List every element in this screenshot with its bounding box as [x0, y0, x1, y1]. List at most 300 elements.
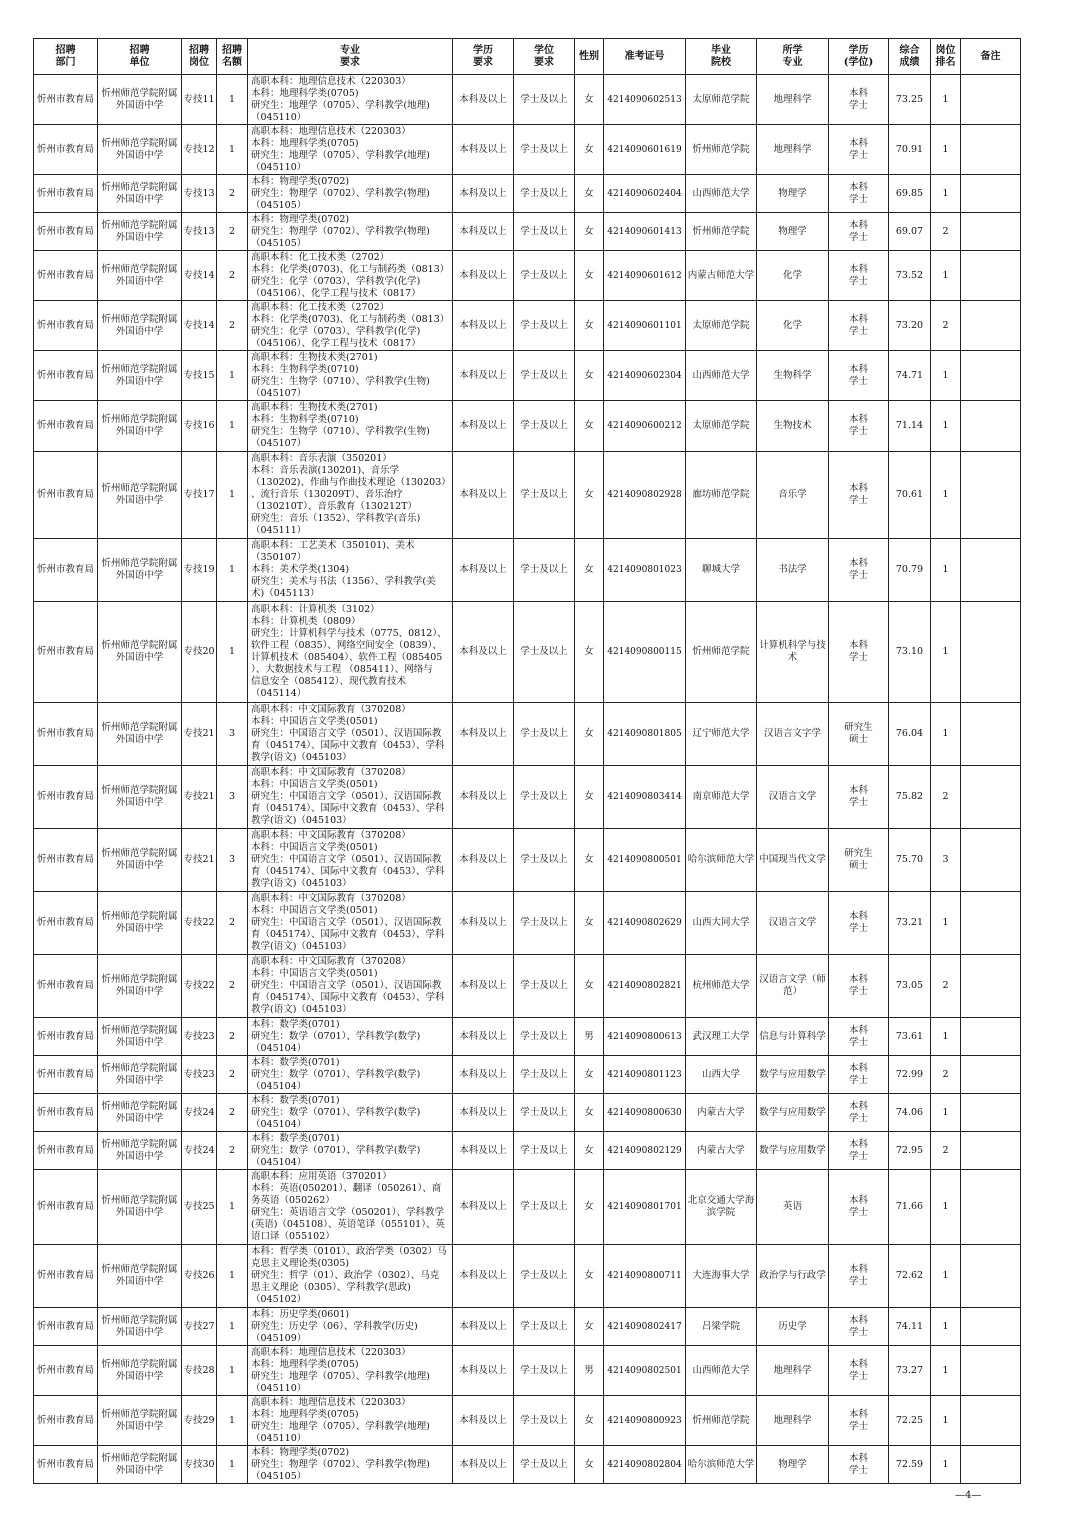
- education-cell: 本科及以上: [453, 766, 514, 829]
- level-cell: 本科 学士: [829, 539, 889, 602]
- education-cell: 本科及以上: [453, 1245, 514, 1308]
- score-cell: 74.11: [889, 1308, 931, 1346]
- ticket-number-cell: 4214090801805: [604, 703, 686, 766]
- dept-cell: 忻州市教育局: [34, 1094, 98, 1132]
- school-cell: 太原师范学院: [686, 401, 757, 452]
- unit-cell: 忻州师范学院附属外国语中学: [98, 1308, 182, 1346]
- requirement-cell: 高职本科：中文国际教育（370208） 本科：中国语言文学类(0501) 研究生：中国语言文学（0501）、汉语国际教 育（045174）、国际中文教育（0453）、学科 教学(语文)（045103）: [248, 766, 453, 829]
- requirement-cell: 本科：数学类(0701) 研究生：数学（0701）、学科教学(数学) （045104）: [248, 1018, 453, 1056]
- note-cell: [961, 1396, 1021, 1446]
- sex-cell: 女: [575, 1170, 604, 1245]
- quota-cell: 1: [217, 602, 248, 703]
- requirement-cell: 本科：历史学类(0601) 研究生：历史学（06）、学科教学(历史) （045109）: [248, 1308, 453, 1346]
- score-cell: 72.59: [889, 1446, 931, 1484]
- table-row: [34, 1396, 1021, 1446]
- score-cell: 73.52: [889, 251, 931, 301]
- unit-cell: 忻州师范学院附属外国语中学: [98, 452, 182, 539]
- rank-cell: 2: [931, 1132, 961, 1170]
- note-cell: [961, 703, 1021, 766]
- score-cell: 75.70: [889, 829, 931, 892]
- major-cell: 地理科学: [757, 1346, 829, 1396]
- dept-cell: 忻州市教育局: [34, 1346, 98, 1396]
- note-cell: [961, 1170, 1021, 1245]
- requirement-cell: 高职本科：中文国际教育（370208） 本科：中国语言文学类(0501) 研究生：中国语言文学（0501）、汉语国际教 育（045174）、国际中文教育（0453）、学科 教学(语文)（045103）: [248, 955, 453, 1018]
- quota-cell: 2: [217, 1018, 248, 1056]
- dept-cell: 忻州市教育局: [34, 829, 98, 892]
- table-body: [34, 75, 1021, 1484]
- post-cell: 专技26: [182, 1245, 217, 1308]
- degree-cell: 学士及以上: [514, 1308, 575, 1346]
- score-cell: 75.82: [889, 766, 931, 829]
- degree-cell: 学士及以上: [514, 1132, 575, 1170]
- post-cell: 专技29: [182, 1396, 217, 1446]
- score-cell: 72.62: [889, 1245, 931, 1308]
- rank-cell: 1: [931, 1245, 961, 1308]
- unit-cell: 忻州师范学院附属外国语中学: [98, 602, 182, 703]
- quota-cell: 2: [217, 892, 248, 955]
- dept-cell: 忻州市教育局: [34, 1245, 98, 1308]
- post-cell: 专技21: [182, 766, 217, 829]
- ticket-number-cell: 4214090802417: [604, 1308, 686, 1346]
- dept-cell: 忻州市教育局: [34, 75, 98, 125]
- table-row: [34, 955, 1021, 1018]
- major-cell: 历史学: [757, 1308, 829, 1346]
- ticket-number-cell: 4214090601101: [604, 301, 686, 351]
- note-cell: [961, 125, 1021, 175]
- note-cell: [961, 1018, 1021, 1056]
- major-cell: 英语: [757, 1170, 829, 1245]
- post-cell: 专技17: [182, 452, 217, 539]
- post-cell: 专技24: [182, 1132, 217, 1170]
- quota-cell: 1: [217, 401, 248, 452]
- dept-cell: 忻州市教育局: [34, 539, 98, 602]
- post-cell: 专技14: [182, 251, 217, 301]
- post-cell: 专技24: [182, 1094, 217, 1132]
- ticket-number-cell: 4214090803414: [604, 766, 686, 829]
- requirement-cell: 高职本科：生物技术类(2701) 本科：生物科学类(0710) 研究生：生物学（0710）、学科教学(生物) （045107）: [248, 351, 453, 401]
- major-cell: 生物科学: [757, 351, 829, 401]
- sex-cell: 女: [575, 75, 604, 125]
- major-cell: 书法学: [757, 539, 829, 602]
- school-cell: 内蒙古师范大学: [686, 251, 757, 301]
- column-header: 准考证号: [604, 39, 686, 75]
- education-cell: 本科及以上: [453, 452, 514, 539]
- school-cell: 杭州师范大学: [686, 955, 757, 1018]
- sex-cell: 女: [575, 892, 604, 955]
- requirement-cell: 高职本科：计算机类（3102） 本科：计算机类（0809） 研究生：计算机科学与技术（0775、0812）、 软件工程（0835）、网络空间安全（0839）、 计算机技术（085404）、软件工程（085405 ）、大数据技术与工程 （085411）、网络与 信息安全（085412）、现代教育技术 （045114）: [248, 602, 453, 703]
- school-cell: 山西师范大学: [686, 1346, 757, 1396]
- major-cell: 中国现当代文学: [757, 829, 829, 892]
- ticket-number-cell: 4214090802129: [604, 1132, 686, 1170]
- sex-cell: 女: [575, 213, 604, 251]
- quota-cell: 1: [217, 539, 248, 602]
- column-header: 招聘 部门: [34, 39, 98, 75]
- degree-cell: 学士及以上: [514, 829, 575, 892]
- table-row: [34, 401, 1021, 452]
- note-cell: [961, 1346, 1021, 1396]
- major-cell: 信息与计算科学: [757, 1018, 829, 1056]
- unit-cell: 忻州师范学院附属外国语中学: [98, 1346, 182, 1396]
- sex-cell: 女: [575, 1446, 604, 1484]
- level-cell: 本科 学士: [829, 766, 889, 829]
- rank-cell: 1: [931, 892, 961, 955]
- table-row: [34, 351, 1021, 401]
- table-row: [34, 829, 1021, 892]
- note-cell: [961, 1308, 1021, 1346]
- school-cell: 忻州师范学院: [686, 602, 757, 703]
- school-cell: 廊坊师范学院: [686, 452, 757, 539]
- unit-cell: 忻州师范学院附属外国语中学: [98, 213, 182, 251]
- ticket-number-cell: 4214090601619: [604, 125, 686, 175]
- rank-cell: 1: [931, 703, 961, 766]
- level-cell: 本科 学士: [829, 1056, 889, 1094]
- major-cell: 汉语言文学: [757, 766, 829, 829]
- quota-cell: 1: [217, 1245, 248, 1308]
- sex-cell: 女: [575, 175, 604, 213]
- dept-cell: 忻州市教育局: [34, 125, 98, 175]
- rank-cell: 1: [931, 1018, 961, 1056]
- degree-cell: 学士及以上: [514, 1018, 575, 1056]
- unit-cell: 忻州师范学院附属外国语中学: [98, 1132, 182, 1170]
- score-cell: 73.27: [889, 1346, 931, 1396]
- major-cell: 汉语言文学: [757, 892, 829, 955]
- column-header: 备注: [961, 39, 1021, 75]
- education-cell: 本科及以上: [453, 1094, 514, 1132]
- table-row: [34, 1170, 1021, 1245]
- major-cell: 地理科学: [757, 125, 829, 175]
- education-cell: 本科及以上: [453, 175, 514, 213]
- level-cell: 本科 学士: [829, 301, 889, 351]
- sex-cell: 女: [575, 1308, 604, 1346]
- rank-cell: 1: [931, 125, 961, 175]
- table-row: [34, 75, 1021, 125]
- level-cell: 本科 学士: [829, 892, 889, 955]
- sex-cell: 女: [575, 1396, 604, 1446]
- rank-cell: 1: [931, 539, 961, 602]
- quota-cell: 3: [217, 703, 248, 766]
- requirement-cell: 本科：哲学类（0101）、政治学类（0302）马 克思主义理论类(0305) 研究生：哲学（01）、政治学（0302）、马克 思主义理论（0305）、学科教学(思政) （045102）: [248, 1245, 453, 1308]
- ticket-number-cell: 4214090801123: [604, 1056, 686, 1094]
- school-cell: 武汉理工大学: [686, 1018, 757, 1056]
- requirement-cell: 高职本科：地理信息技术（220303） 本科：地理科学类(0705) 研究生：地理学（0705）、学科教学(地理) （045110）: [248, 125, 453, 175]
- note-cell: [961, 539, 1021, 602]
- school-cell: 忻州师范学院: [686, 213, 757, 251]
- sex-cell: 女: [575, 1132, 604, 1170]
- level-cell: 本科 学士: [829, 1346, 889, 1396]
- rank-cell: 1: [931, 1308, 961, 1346]
- rank-cell: 1: [931, 251, 961, 301]
- rank-cell: 2: [931, 301, 961, 351]
- quota-cell: 2: [217, 175, 248, 213]
- dept-cell: 忻州市教育局: [34, 602, 98, 703]
- unit-cell: 忻州师范学院附属外国语中学: [98, 1446, 182, 1484]
- table-row: [34, 892, 1021, 955]
- school-cell: 哈尔滨师范大学: [686, 829, 757, 892]
- sex-cell: 女: [575, 955, 604, 1018]
- rank-cell: 3: [931, 829, 961, 892]
- quota-cell: 2: [217, 1056, 248, 1094]
- note-cell: [961, 175, 1021, 213]
- ticket-number-cell: 4214090801023: [604, 539, 686, 602]
- rank-cell: 2: [931, 213, 961, 251]
- major-cell: 数学与应用数学: [757, 1132, 829, 1170]
- score-cell: 73.61: [889, 1018, 931, 1056]
- dept-cell: 忻州市教育局: [34, 175, 98, 213]
- note-cell: [961, 75, 1021, 125]
- unit-cell: 忻州师范学院附属外国语中学: [98, 301, 182, 351]
- score-cell: 71.66: [889, 1170, 931, 1245]
- dept-cell: 忻州市教育局: [34, 351, 98, 401]
- note-cell: [961, 401, 1021, 452]
- level-cell: 本科 学士: [829, 213, 889, 251]
- unit-cell: 忻州师范学院附属外国语中学: [98, 251, 182, 301]
- sex-cell: 女: [575, 602, 604, 703]
- level-cell: 本科 学士: [829, 1396, 889, 1446]
- level-cell: 本科 学士: [829, 175, 889, 213]
- sex-cell: 男: [575, 1018, 604, 1056]
- level-cell: 本科 学士: [829, 1245, 889, 1308]
- sex-cell: 女: [575, 401, 604, 452]
- ticket-number-cell: 4214090800115: [604, 602, 686, 703]
- major-cell: 政治学与行政学: [757, 1245, 829, 1308]
- major-cell: 生物技术: [757, 401, 829, 452]
- note-cell: [961, 251, 1021, 301]
- quota-cell: 1: [217, 75, 248, 125]
- education-cell: 本科及以上: [453, 892, 514, 955]
- score-cell: 72.99: [889, 1056, 931, 1094]
- quota-cell: 1: [217, 452, 248, 539]
- sex-cell: 女: [575, 1094, 604, 1132]
- unit-cell: 忻州师范学院附属外国语中学: [98, 1170, 182, 1245]
- degree-cell: 学士及以上: [514, 1396, 575, 1446]
- education-cell: 本科及以上: [453, 829, 514, 892]
- post-cell: 专技13: [182, 175, 217, 213]
- dept-cell: 忻州市教育局: [34, 401, 98, 452]
- column-header: 招聘 名额: [217, 39, 248, 75]
- column-header: 学历 (学位): [829, 39, 889, 75]
- level-cell: 本科 学士: [829, 1018, 889, 1056]
- post-cell: 专技16: [182, 401, 217, 452]
- unit-cell: 忻州师范学院附属外国语中学: [98, 401, 182, 452]
- sex-cell: 男: [575, 1346, 604, 1396]
- sex-cell: 女: [575, 829, 604, 892]
- dept-cell: 忻州市教育局: [34, 452, 98, 539]
- major-cell: 化学: [757, 301, 829, 351]
- rank-cell: 2: [931, 766, 961, 829]
- ticket-number-cell: 4214090802501: [604, 1346, 686, 1396]
- post-cell: 专技13: [182, 213, 217, 251]
- school-cell: 聊城大学: [686, 539, 757, 602]
- post-cell: 专技28: [182, 1346, 217, 1396]
- column-header: 学位 要求: [514, 39, 575, 75]
- level-cell: 本科 学士: [829, 351, 889, 401]
- unit-cell: 忻州师范学院附属外国语中学: [98, 829, 182, 892]
- education-cell: 本科及以上: [453, 1056, 514, 1094]
- degree-cell: 学士及以上: [514, 1056, 575, 1094]
- education-cell: 本科及以上: [453, 1446, 514, 1484]
- post-cell: 专技22: [182, 892, 217, 955]
- unit-cell: 忻州师范学院附属外国语中学: [98, 75, 182, 125]
- quota-cell: 3: [217, 829, 248, 892]
- level-cell: 本科 学士: [829, 1132, 889, 1170]
- sex-cell: 女: [575, 766, 604, 829]
- score-cell: 74.71: [889, 351, 931, 401]
- education-cell: 本科及以上: [453, 1132, 514, 1170]
- level-cell: 本科 学士: [829, 1094, 889, 1132]
- ticket-number-cell: 4214090800613: [604, 1018, 686, 1056]
- major-cell: 数学与应用数学: [757, 1094, 829, 1132]
- degree-cell: 学士及以上: [514, 75, 575, 125]
- score-cell: 70.61: [889, 452, 931, 539]
- dept-cell: 忻州市教育局: [34, 1056, 98, 1094]
- school-cell: 北京交通大学海滨学院: [686, 1170, 757, 1245]
- school-cell: 辽宁师范大学: [686, 703, 757, 766]
- ticket-number-cell: 4214090802928: [604, 452, 686, 539]
- dept-cell: 忻州市教育局: [34, 1396, 98, 1446]
- post-cell: 专技15: [182, 351, 217, 401]
- major-cell: 汉语言文学（师范）: [757, 955, 829, 1018]
- table-row: [34, 1245, 1021, 1308]
- requirement-cell: 高职本科：地理信息技术（220303） 本科：地理科学类(0705) 研究生：地理学（0705）、学科教学(地理) （045110）: [248, 1346, 453, 1396]
- level-cell: 本科 学士: [829, 1170, 889, 1245]
- rank-cell: 1: [931, 1094, 961, 1132]
- unit-cell: 忻州师范学院附属外国语中学: [98, 892, 182, 955]
- note-cell: [961, 829, 1021, 892]
- school-cell: 太原师范学院: [686, 75, 757, 125]
- post-cell: 专技25: [182, 1170, 217, 1245]
- column-header: 招聘 单位: [98, 39, 182, 75]
- degree-cell: 学士及以上: [514, 175, 575, 213]
- education-cell: 本科及以上: [453, 401, 514, 452]
- rank-cell: 1: [931, 1446, 961, 1484]
- quota-cell: 2: [217, 301, 248, 351]
- score-cell: 73.25: [889, 75, 931, 125]
- unit-cell: 忻州师范学院附属外国语中学: [98, 1056, 182, 1094]
- table-row: [34, 175, 1021, 213]
- unit-cell: 忻州师范学院附属外国语中学: [98, 1396, 182, 1446]
- requirement-cell: 高职本科：中文国际教育（370208） 本科：中国语言文学类(0501) 研究生：中国语言文学（0501）、汉语国际教 育（045174）、国际中文教育（0453）、学科 教学(语文)（045103）: [248, 703, 453, 766]
- rank-cell: 1: [931, 401, 961, 452]
- note-cell: [961, 1132, 1021, 1170]
- table-row: [34, 1018, 1021, 1056]
- degree-cell: 学士及以上: [514, 1245, 575, 1308]
- unit-cell: 忻州师范学院附属外国语中学: [98, 1245, 182, 1308]
- post-cell: 专技23: [182, 1056, 217, 1094]
- table-row: [34, 125, 1021, 175]
- dept-cell: 忻州市教育局: [34, 1308, 98, 1346]
- ticket-number-cell: 4214090601413: [604, 213, 686, 251]
- degree-cell: 学士及以上: [514, 401, 575, 452]
- rank-cell: 1: [931, 602, 961, 703]
- ticket-number-cell: 4214090802629: [604, 892, 686, 955]
- level-cell: 本科 学士: [829, 1308, 889, 1346]
- requirement-cell: 本科：物理学类(0702) 研究生：物理学（0702）、学科教学(物理) （045105）: [248, 175, 453, 213]
- level-cell: 本科 学士: [829, 452, 889, 539]
- degree-cell: 学士及以上: [514, 892, 575, 955]
- requirement-cell: 高职本科：生物技术类(2701) 本科：生物科学类(0710) 研究生：生物学（0710）、学科教学(生物) （045107）: [248, 401, 453, 452]
- level-cell: 研究生 硕士: [829, 703, 889, 766]
- score-cell: 72.95: [889, 1132, 931, 1170]
- table-row: [34, 766, 1021, 829]
- dept-cell: 忻州市教育局: [34, 703, 98, 766]
- table-row: [34, 213, 1021, 251]
- education-cell: 本科及以上: [453, 703, 514, 766]
- requirement-cell: 高职本科：音乐表演（350201） 本科：音乐表演(130201)、音乐学 （130202)、作曲与作曲技术理论（130203） 、流行音乐（130209T）、音乐治疗 （130210T）、音乐教育（130212T） 研究生：音乐（1352）、学科教学(音乐) （045111）: [248, 452, 453, 539]
- score-cell: 73.10: [889, 602, 931, 703]
- degree-cell: 学士及以上: [514, 125, 575, 175]
- post-cell: 专技19: [182, 539, 217, 602]
- ticket-number-cell: 4214090800630: [604, 1094, 686, 1132]
- ticket-number-cell: 4214090800923: [604, 1396, 686, 1446]
- unit-cell: 忻州师范学院附属外国语中学: [98, 539, 182, 602]
- school-cell: 忻州师范学院: [686, 1396, 757, 1446]
- note-cell: [961, 351, 1021, 401]
- unit-cell: 忻州师范学院附属外国语中学: [98, 175, 182, 213]
- dept-cell: 忻州市教育局: [34, 955, 98, 1018]
- quota-cell: 1: [217, 1170, 248, 1245]
- requirement-cell: 本科：物理学类(0702) 研究生：物理学（0702）、学科教学(物理) （045105）: [248, 213, 453, 251]
- degree-cell: 学士及以上: [514, 301, 575, 351]
- ticket-number-cell: 4214090602513: [604, 75, 686, 125]
- column-header: 专业 要求: [248, 39, 453, 75]
- rank-cell: 1: [931, 1396, 961, 1446]
- post-cell: 专技11: [182, 75, 217, 125]
- note-cell: [961, 766, 1021, 829]
- level-cell: 本科 学士: [829, 1446, 889, 1484]
- results-table: [33, 38, 1021, 1484]
- ticket-number-cell: 4214090802821: [604, 955, 686, 1018]
- score-cell: 69.07: [889, 213, 931, 251]
- note-cell: [961, 1446, 1021, 1484]
- dept-cell: 忻州市教育局: [34, 892, 98, 955]
- unit-cell: 忻州师范学院附属外国语中学: [98, 125, 182, 175]
- education-cell: 本科及以上: [453, 75, 514, 125]
- dept-cell: 忻州市教育局: [34, 1018, 98, 1056]
- school-cell: 太原师范学院: [686, 301, 757, 351]
- degree-cell: 学士及以上: [514, 703, 575, 766]
- quota-cell: 1: [217, 1346, 248, 1396]
- note-cell: [961, 452, 1021, 539]
- quota-cell: 2: [217, 1094, 248, 1132]
- column-header: 招聘 岗位: [182, 39, 217, 75]
- score-cell: 73.21: [889, 892, 931, 955]
- education-cell: 本科及以上: [453, 1308, 514, 1346]
- major-cell: 物理学: [757, 175, 829, 213]
- column-header: 性别: [575, 39, 604, 75]
- column-header: 岗位 排名: [931, 39, 961, 75]
- level-cell: 本科 学士: [829, 955, 889, 1018]
- column-header: 学历 要求: [453, 39, 514, 75]
- school-cell: 吕梁学院: [686, 1308, 757, 1346]
- unit-cell: 忻州师范学院附属外国语中学: [98, 351, 182, 401]
- rank-cell: 1: [931, 1346, 961, 1396]
- table-row: [34, 602, 1021, 703]
- table-row: [34, 301, 1021, 351]
- school-cell: 山西师范大学: [686, 175, 757, 213]
- score-cell: 70.79: [889, 539, 931, 602]
- ticket-number-cell: 4214090602404: [604, 175, 686, 213]
- major-cell: 地理科学: [757, 1396, 829, 1446]
- post-cell: 专技20: [182, 602, 217, 703]
- table-row: [34, 1346, 1021, 1396]
- school-cell: 内蒙古大学: [686, 1094, 757, 1132]
- note-cell: [961, 892, 1021, 955]
- degree-cell: 学士及以上: [514, 1446, 575, 1484]
- note-cell: [961, 301, 1021, 351]
- rank-cell: 1: [931, 452, 961, 539]
- post-cell: 专技21: [182, 829, 217, 892]
- degree-cell: 学士及以上: [514, 1346, 575, 1396]
